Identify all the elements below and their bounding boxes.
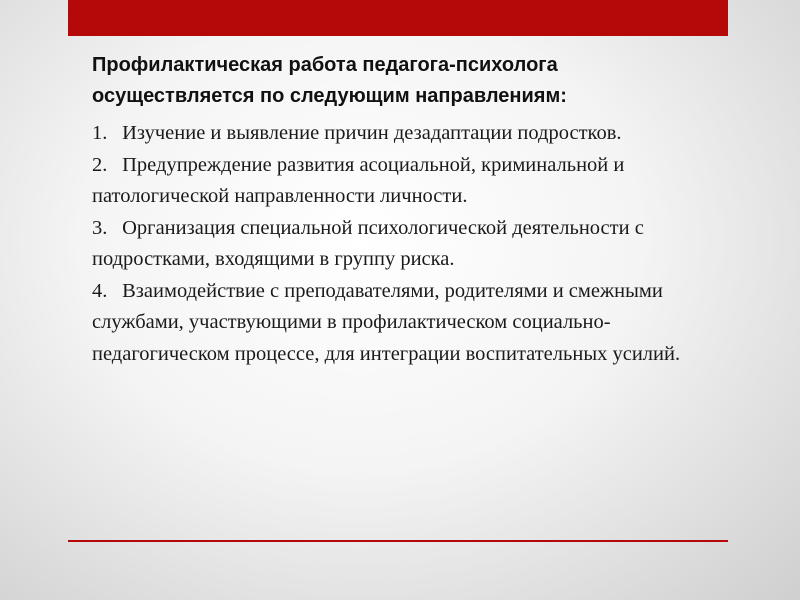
directions-list [92,118,722,370]
list-item [92,150,722,213]
slide-heading: Профилактическая работа педагога-психолога осуществляется по следующим направлениям: [92,54,567,107]
bottom-divider-line [68,540,728,542]
list-item-number: 4. [92,279,108,302]
list-item [92,118,722,150]
list-item-number: 2. [92,153,108,176]
top-accent-bar [68,0,728,36]
list-item [92,276,722,371]
list-item-text: Предупреждение развития асоциальной, криминальной и патологической направленности личности. [92,153,625,207]
list-item [92,213,722,276]
slide-content [92,50,722,370]
list-item-number: 1. [92,122,108,144]
list-item-text: Организация специальной психологической деятельности с подростками, входящими в группу риска. [92,216,644,270]
list-item-number: 3. [92,216,108,239]
list-item-text: Изучение и выявление причин дезадаптации подростков. [122,122,622,144]
list-item-text: Взаимодействие с преподавателями, родителями и смежными службами, участвующими в профилактическом социально-педагогическом процессе, для интеграции воспитательных усилий. [92,279,681,365]
